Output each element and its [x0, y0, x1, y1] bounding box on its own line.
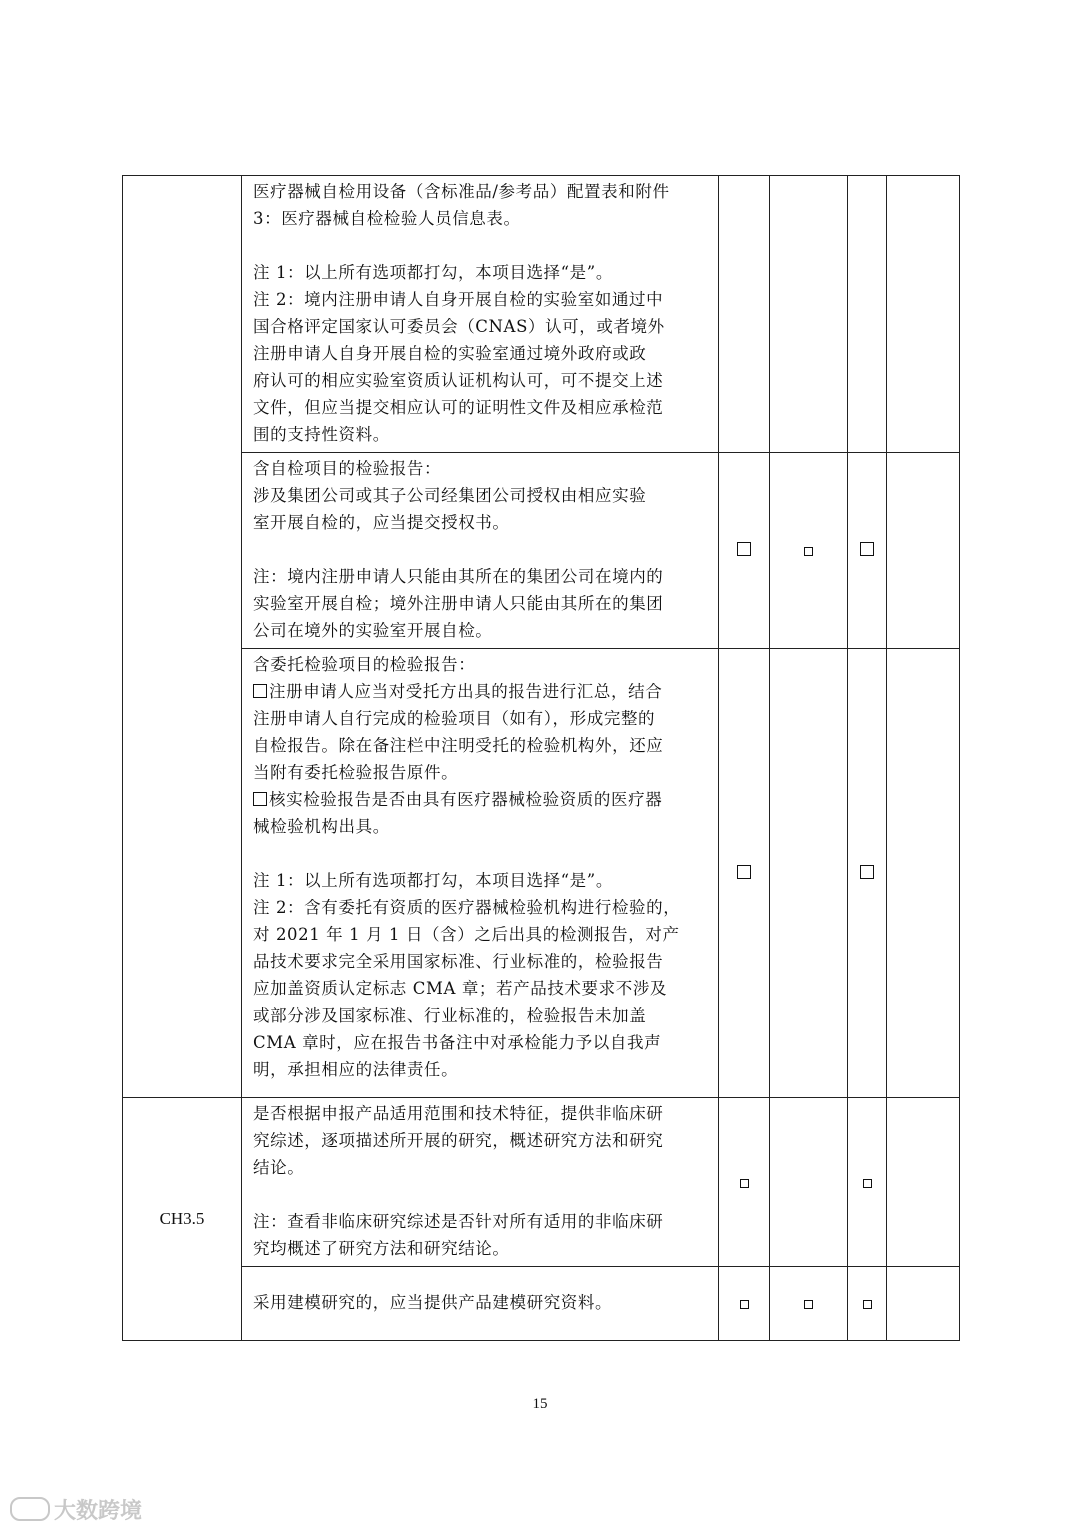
check-cell — [848, 649, 887, 1098]
watermark-logo-icon — [10, 1497, 50, 1521]
requirement-line: 应加盖资质认定标志 CMA 章；若产品技术要求不涉及 — [253, 979, 668, 998]
requirement-line: 核实检验报告是否由具有医疗器械检验资质的医疗器 — [253, 786, 708, 813]
requirement-line: 注：境内注册申请人只能由其所在的集团公司在境内的 — [253, 567, 664, 586]
page-number: 15 — [532, 1396, 548, 1412]
requirement-cell — [242, 176, 719, 453]
requirement-line: 品技术要求完全采用国家标准、行业标准的，检验报告 — [253, 952, 664, 971]
table-row — [123, 453, 960, 649]
requirement-line: 文件，但应当提交相应认可的证明性文件及相应承检范 — [253, 398, 664, 417]
remark-cell — [887, 1098, 960, 1267]
checkbox-yes[interactable] — [740, 1300, 749, 1309]
remark-cell — [887, 1267, 960, 1341]
checkbox-no[interactable] — [804, 1300, 813, 1309]
requirement-line: 室开展自检的，应当提交授权书。 — [253, 513, 510, 532]
remark-cell — [887, 453, 960, 649]
checkbox-na[interactable] — [863, 1300, 872, 1309]
remark-cell — [887, 176, 960, 453]
requirement-line: 注：查看非临床研究综述是否针对所有适用的非临床研 — [253, 1212, 664, 1231]
option-checkbox[interactable] — [253, 684, 267, 698]
watermark-text: 大数跨境 — [54, 1499, 143, 1524]
check-cell — [848, 176, 887, 453]
requirement-line: 公司在境外的实验室开展自检。 — [253, 621, 493, 640]
check-cell — [770, 176, 848, 453]
requirement-cell — [242, 453, 719, 649]
requirement-line: 注册申请人应当对受托方出具的报告进行汇总，结合 — [253, 678, 708, 705]
checkbox-na[interactable] — [863, 1179, 872, 1188]
requirement-line: 注 1：以上所有选项都打勾，本项目选择“是”。 — [253, 871, 613, 890]
check-cell — [848, 1098, 887, 1267]
checkbox-yes[interactable] — [740, 1179, 749, 1188]
check-cell — [770, 649, 848, 1098]
check-cell — [719, 1267, 770, 1341]
check-cell — [848, 1267, 887, 1341]
requirement-line: 含自检项目的检验报告： — [253, 459, 442, 478]
requirement-line: 对 2021 年 1 月 1 日（含）之后出具的检测报告，对产 — [253, 925, 680, 944]
option-checkbox[interactable] — [253, 792, 267, 806]
item-code-cell: CH3.5 — [123, 1098, 242, 1341]
check-cell — [719, 453, 770, 649]
requirement-line: 府认可的相应实验室资质认证机构认可，可不提交上述 — [253, 371, 664, 390]
watermark — [10, 1494, 142, 1525]
blank-line — [253, 840, 708, 867]
requirement-line: 注册申请人自身开展自检的实验室通过境外政府或政 — [253, 344, 647, 363]
blank-line — [253, 536, 708, 563]
requirement-line: 是否根据申报产品适用范围和技术特征，提供非临床研 — [253, 1104, 664, 1123]
remark-cell — [887, 649, 960, 1098]
check-cell — [770, 453, 848, 649]
checkbox-yes[interactable] — [737, 865, 751, 879]
checkbox-no[interactable] — [804, 547, 813, 556]
requirement-line: 注 1：以上所有选项都打勾，本项目选择“是”。 — [253, 263, 613, 282]
checkbox-yes[interactable] — [737, 542, 751, 556]
check-cell — [770, 1267, 848, 1341]
requirement-cell — [242, 1267, 719, 1341]
requirement-line: 注 2：含有委托有资质的医疗器械检验机构进行检验的， — [253, 898, 681, 917]
requirement-line: 涉及集团公司或其子公司经集团公司授权由相应实验 — [253, 486, 647, 505]
blank-line — [253, 232, 708, 259]
blank-line — [253, 1181, 708, 1208]
table-row — [123, 649, 960, 1098]
requirement-line: CMA 章时，应在报告书备注中对承检能力予以自我声 — [253, 1033, 662, 1052]
requirement-line: 究均概述了研究方法和研究结论。 — [253, 1239, 510, 1258]
check-cell — [719, 176, 770, 453]
requirement-line: 自检报告。除在备注栏中注明受托的检验机构外，还应 — [253, 736, 664, 755]
check-cell — [719, 1098, 770, 1267]
requirement-line: 医疗器械自检用设备（含标准品/参考品）配置表和附件 — [253, 182, 670, 201]
table-row — [123, 1098, 960, 1267]
requirement-line: 究综述，逐项描述所开展的研究，概述研究方法和研究 — [253, 1131, 664, 1150]
requirement-line: 含委托检验项目的检验报告： — [253, 655, 476, 674]
check-cell — [848, 453, 887, 649]
checklist-table — [122, 175, 960, 1341]
requirement-cell — [242, 1098, 719, 1267]
requirement-line: 围的支持性资料。 — [253, 425, 390, 444]
requirement-cell — [242, 649, 719, 1098]
requirement-line: 国合格评定国家认可委员会（CNAS）认可，或者境外 — [253, 317, 665, 336]
requirement-line: 或部分涉及国家标准、行业标准的，检验报告未加盖 — [253, 1006, 647, 1025]
requirement-line: 注 2：境内注册申请人自身开展自检的实验室如通过中 — [253, 290, 664, 309]
table-row — [123, 176, 960, 453]
check-cell — [719, 649, 770, 1098]
table-row — [123, 1267, 960, 1341]
requirement-line: 注册申请人自行完成的检验项目（如有），形成完整的 — [253, 709, 656, 728]
checkbox-na[interactable] — [860, 542, 874, 556]
check-cell — [770, 1098, 848, 1267]
requirement-line: 明，承担相应的法律责任。 — [253, 1060, 459, 1079]
requirement-line: 结论。 — [253, 1158, 305, 1177]
requirement-line: 采用建模研究的，应当提供产品建模研究资料。 — [253, 1293, 613, 1312]
requirement-line: 当附有委托检验报告原件。 — [253, 763, 459, 782]
requirement-line: 3：医疗器械自检检验人员信息表。 — [253, 209, 521, 228]
requirement-line: 械检验机构出具。 — [253, 817, 390, 836]
checkbox-na[interactable] — [860, 865, 874, 879]
item-code-cell — [123, 176, 242, 1098]
requirement-line: 实验室开展自检；境外注册申请人只能由其所在的集团 — [253, 594, 664, 613]
